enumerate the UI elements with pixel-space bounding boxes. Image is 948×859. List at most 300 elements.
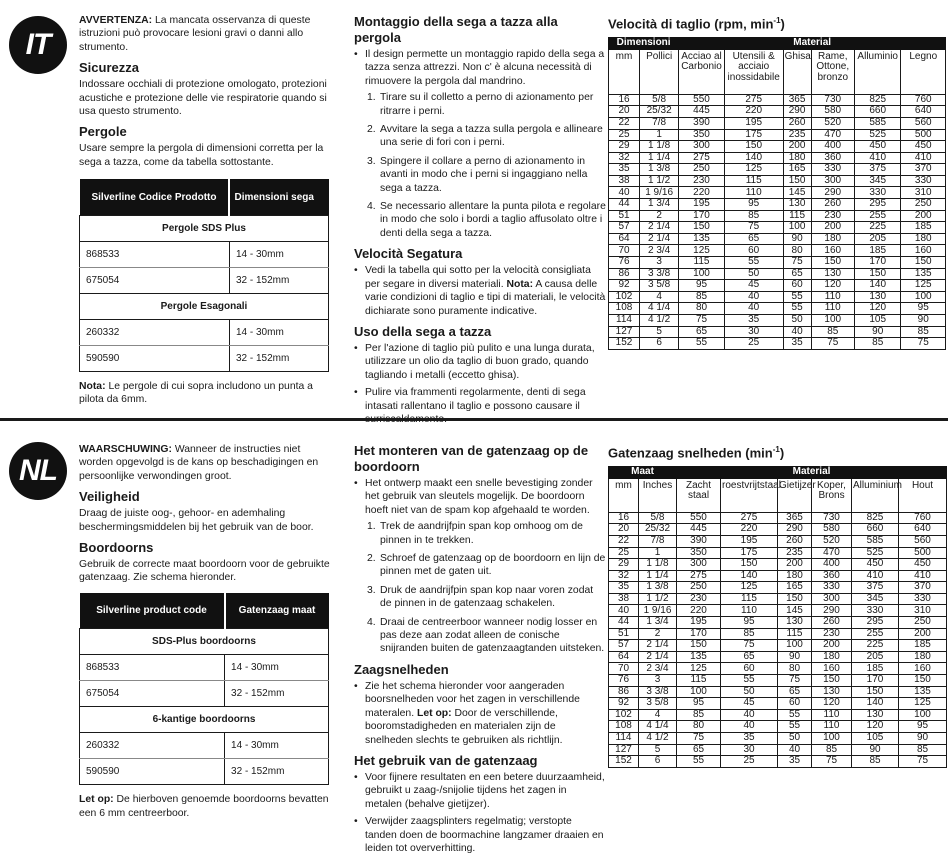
table-cell: 760: [899, 512, 947, 524]
table-cell: 110: [721, 605, 778, 617]
table-cell: 40: [778, 744, 812, 756]
table-cell: 100: [812, 733, 852, 745]
section-dutch: [0, 425, 948, 859]
table-cell: 35: [609, 582, 639, 594]
header-material: Material: [677, 466, 947, 478]
table-cell: 730: [811, 94, 854, 106]
table-cell: 175: [721, 547, 778, 559]
table-row: [609, 686, 947, 698]
table-cell: 2 3/4: [639, 663, 677, 675]
table-cell: 205: [852, 651, 899, 663]
table-cell: 70: [609, 663, 639, 675]
table-cell: 410: [899, 570, 947, 582]
table-cell: 2: [639, 628, 677, 640]
table-cell: 75: [778, 675, 812, 687]
table-cell: 195: [724, 117, 783, 129]
table-cell: 115: [721, 593, 778, 605]
table-cell: 92: [609, 698, 639, 710]
table-cell: 370: [901, 164, 946, 176]
table-cell: 400: [811, 141, 854, 153]
table-cell: 85: [854, 338, 901, 350]
col-header: Zacht staal: [677, 478, 721, 512]
table-cell: 195: [679, 199, 724, 211]
table-row: [609, 326, 946, 338]
table-cell: 40: [721, 709, 778, 721]
use-heading: Uso della sega a tazza: [354, 323, 492, 339]
table-cell: 135: [901, 268, 946, 280]
table-cell: 2 1/4: [640, 233, 679, 245]
table-cell: 75: [899, 756, 947, 768]
use-heading: Het gebruik van de gatenzaag: [354, 752, 538, 768]
table-cell: 450: [901, 141, 946, 153]
table-cell: 38: [609, 593, 639, 605]
col-header: Koper, Brons: [812, 478, 852, 512]
table-row: [609, 129, 946, 141]
language-badge-it: IT: [9, 16, 67, 74]
table-cell: 150: [852, 686, 899, 698]
table-cell: 152: [609, 756, 639, 768]
table-cell: 85: [721, 628, 778, 640]
table-cell: 2 1/4: [639, 651, 677, 663]
table-cell: 1 1/2: [640, 175, 679, 187]
table-row: [609, 651, 947, 663]
table-cell: 64: [609, 233, 640, 245]
table-cell: 3 3/8: [640, 268, 679, 280]
table-cell: 90: [852, 744, 899, 756]
table-cell: 4 1/4: [640, 303, 679, 315]
table-cell: 560: [899, 535, 947, 547]
arbors-text: Usare sempre la pergola di dimensioni corretta per la sega a tazza, come da tabella sottostante.: [79, 143, 324, 168]
table-cell: 275: [679, 152, 724, 164]
table-cell: 560: [901, 117, 946, 129]
table-row: [609, 535, 947, 547]
table-cell: 100: [811, 315, 854, 327]
table-row: 590590 32 - 152mm: [80, 345, 329, 371]
table-cell: 150: [899, 675, 947, 687]
table-cell: 152: [609, 338, 640, 350]
table-cell: 80: [677, 721, 721, 733]
table-cell: 75: [901, 338, 946, 350]
table-cell: 29: [609, 559, 639, 571]
table-cell: 1 1/8: [640, 141, 679, 153]
table-cell: 4 1/2: [640, 315, 679, 327]
table-cell: 290: [778, 524, 812, 536]
table-cell: 25: [721, 756, 778, 768]
step-item: 1. Trek de aandrijfpin span kop omhoog om de pinnen in te trekken.: [367, 521, 583, 546]
table-cell: 165: [783, 164, 811, 176]
table-cell: 55: [724, 257, 783, 269]
arbor-table: [79, 593, 329, 786]
arbors-text: Gebruik de correcte maat boordoorn voor de gebruikte gatenzaag. Zie schema hieronder.: [79, 559, 330, 584]
table-cell: 125: [901, 280, 946, 292]
table-cell: 370: [899, 582, 947, 594]
table-cell: 375: [852, 582, 899, 594]
table-cell: 255: [854, 210, 901, 222]
step-item: 2. Schroef de gatenzaag op de boordoorn en lijn de pinnen met de gaten uit.: [367, 553, 606, 578]
table-cell: 64: [609, 651, 639, 663]
table-cell: 4 1/4: [639, 721, 677, 733]
table-cell: 130: [852, 709, 899, 721]
table-cell: 150: [679, 222, 724, 234]
table-cell: 640: [899, 524, 947, 536]
table-cell: 295: [854, 199, 901, 211]
arbor-table: [79, 179, 329, 372]
table-cell: 330: [811, 164, 854, 176]
table-cell: 250: [899, 617, 947, 629]
table-cell: 5: [639, 744, 677, 756]
speed-table-title: Gatenzaag snelheden $(\min^{-1})$: [608, 445, 785, 461]
table-cell: 330: [852, 605, 899, 617]
table-cell: 3 5/8: [640, 280, 679, 292]
table-cell: 40: [609, 605, 639, 617]
table-row: [609, 628, 947, 640]
table-cell: 25: [724, 338, 783, 350]
table-cell: 520: [811, 117, 854, 129]
table-cell: 230: [679, 175, 724, 187]
table-row: [609, 721, 947, 733]
table-row: 260332 14 - 30mm: [80, 733, 329, 759]
table-row: [609, 582, 947, 594]
table-cell: 55: [721, 675, 778, 687]
table-cell: 450: [852, 559, 899, 571]
table-cell: 275: [677, 570, 721, 582]
table-row: [609, 559, 947, 571]
table-cell: 130: [778, 617, 812, 629]
speed-heading: Zaagsnelheden: [354, 661, 449, 677]
table-cell: 90: [854, 326, 901, 338]
table-cell: 75: [783, 257, 811, 269]
table-cell: 25: [609, 547, 639, 559]
table-cell: 75: [679, 315, 724, 327]
col-header: Alluminio: [854, 49, 901, 94]
col-header: Pollici: [640, 49, 679, 94]
table-row: [609, 245, 946, 257]
table-cell: 365: [778, 512, 812, 524]
table-cell: 125: [724, 164, 783, 176]
table-row: [609, 605, 947, 617]
table-cell: 85: [899, 744, 947, 756]
table-cell: 130: [812, 686, 852, 698]
table-cell: 825: [852, 512, 899, 524]
table-row: [609, 547, 947, 559]
table-cell: 660: [852, 524, 899, 536]
table-cell: 220: [724, 106, 783, 118]
table-cell: 6: [640, 338, 679, 350]
table-cell: 500: [901, 129, 946, 141]
header-saw-size: Gatenzaag maat: [225, 593, 329, 629]
header-saw-size: Dimensioni sega: [229, 179, 328, 215]
speed-text: • Zie het schema hieronder voor aangeraden boorsnelheden voor het zagen in verschillende materalen. Let op: Door de verschillende, booromstadigheden en materialen zijn de snelheden slechts te gebruiken als richtlijn.: [354, 680, 606, 747]
table-cell: 225: [852, 640, 899, 652]
table-cell: 110: [811, 303, 854, 315]
table-cell: 150: [811, 257, 854, 269]
table-cell: 390: [677, 535, 721, 547]
table-cell: 235: [783, 129, 811, 141]
table-row: 260332 14 - 30mm: [80, 319, 329, 345]
step-item: 1. Tirare su il colletto a perno di azionamento per ritrarre i perni.: [367, 92, 594, 117]
table-cell: 185: [852, 663, 899, 675]
table-cell: 250: [901, 199, 946, 211]
group-sds-plus: Pergole SDS Plus: [80, 215, 329, 241]
table-row: 868533 14 - 30mm: [80, 241, 329, 267]
table-cell: 86: [609, 686, 639, 698]
header-material: Material: [679, 37, 946, 49]
table-cell: 16: [609, 512, 639, 524]
table-row: [609, 222, 946, 234]
col-header: Inches: [639, 478, 677, 512]
table-cell: 25/32: [639, 524, 677, 536]
table-cell: 150: [778, 593, 812, 605]
table-cell: 230: [812, 628, 852, 640]
table-cell: 114: [609, 733, 639, 745]
table-row: [609, 315, 946, 327]
table-cell: 130: [783, 199, 811, 211]
warning-text: AVVERTENZA: La mancata osservanza di queste istruzioni può provocare lesioni gravi o danni allo strumento.: [79, 15, 311, 53]
table-cell: 22: [609, 117, 640, 129]
col-header: Acciao al Carbonio: [679, 49, 724, 94]
table-row: [609, 291, 946, 303]
table-cell: 180: [812, 651, 852, 663]
table-row: 675054 32 - 152mm: [80, 681, 329, 707]
table-cell: 16: [609, 94, 640, 106]
table-cell: 180: [811, 233, 854, 245]
table-cell: 55: [778, 721, 812, 733]
table-cell: 85: [812, 744, 852, 756]
table-cell: 1 1/2: [639, 593, 677, 605]
col-header: Rame, Ottone, bronzo: [811, 49, 854, 94]
speed-table-title: Velocità di taglio (rpm, $\min^{-1}$): [608, 16, 785, 32]
table-row: [609, 733, 947, 745]
table-cell: 470: [812, 547, 852, 559]
table-cell: 160: [811, 245, 854, 257]
table-cell: 225: [854, 222, 901, 234]
mounting-heading: Het monteren van de gatenzaag op de boordoorn: [354, 443, 589, 474]
table-cell: 25: [609, 129, 640, 141]
table-cell: 135: [679, 233, 724, 245]
table-cell: 330: [901, 175, 946, 187]
table-cell: 110: [812, 721, 852, 733]
table-cell: 185: [899, 640, 947, 652]
table-cell: 1: [640, 129, 679, 141]
step-item: 4. Draai de centreerboor wanneer nodig losser en pas deze aan zodat alleen de conische snijranden buiten de gatenzaagtanden uitsteken.: [367, 616, 605, 655]
table-cell: 29: [609, 141, 640, 153]
table-cell: 38: [609, 175, 640, 187]
table-cell: 100: [778, 640, 812, 652]
note-text: Nota: Le pergole di cui sopra includono un punta a pilota da 6mm.: [79, 380, 313, 406]
table-cell: 260: [778, 535, 812, 547]
use-bullet: • Voor fijnere resultaten en een betere duurzaamheid, gebruikt u zaag-/snijolie tijdens het zagen in metalen (behalve gietijzer).: [354, 771, 606, 811]
table-cell: 410: [901, 152, 946, 164]
table-cell: 65: [724, 233, 783, 245]
table-cell: 200: [811, 222, 854, 234]
table-cell: 95: [679, 280, 724, 292]
table-cell: 140: [721, 570, 778, 582]
table-cell: 40: [724, 291, 783, 303]
header-product-code: Silverline Codice Prodotto: [80, 179, 230, 215]
table-cell: 450: [899, 559, 947, 571]
header-dimensions: Dimensioni: [609, 37, 679, 49]
table-cell: 330: [899, 593, 947, 605]
table-cell: 20: [609, 524, 639, 536]
table-cell: 108: [609, 303, 640, 315]
table-cell: 3: [639, 675, 677, 687]
arbors-heading: Boordoorns: [79, 540, 154, 556]
table-cell: 220: [721, 524, 778, 536]
speed-heading: Velocità Segatura: [354, 246, 463, 262]
language-badge-nl: NL: [9, 442, 67, 500]
table-row: [609, 175, 946, 187]
table-cell: 40: [783, 326, 811, 338]
col-header: Ghisa: [783, 49, 811, 94]
table-cell: 160: [812, 663, 852, 675]
table-cell: 140: [724, 152, 783, 164]
table-cell: 95: [677, 698, 721, 710]
column-left-nl: [79, 443, 331, 822]
table-row: [609, 280, 946, 292]
table-cell: 85: [811, 326, 854, 338]
table-cell: 410: [852, 570, 899, 582]
table-cell: 250: [677, 582, 721, 594]
table-cell: 95: [724, 199, 783, 211]
mounting-heading: Montaggio della sega a tazza alla pergola: [354, 14, 558, 45]
table-cell: 115: [677, 675, 721, 687]
table-cell: 550: [677, 512, 721, 524]
table-cell: 330: [812, 582, 852, 594]
warning-text: WAARSCHUWING: Wanneer de instructies niet worden opgevolgd is de kans op beschadigingen en persoonlijke verwondingen groot.: [79, 444, 319, 482]
table-cell: 150: [812, 675, 852, 687]
table-cell: 200: [778, 559, 812, 571]
table-row: [609, 617, 947, 629]
table-cell: 127: [609, 326, 640, 338]
table-cell: 585: [854, 117, 901, 129]
col-header: roestvrijtstaal: [721, 478, 778, 512]
table-cell: 185: [854, 245, 901, 257]
table-cell: 30: [724, 326, 783, 338]
table-cell: 410: [854, 152, 901, 164]
table-cell: 1 3/4: [639, 617, 677, 629]
table-row: [609, 593, 947, 605]
table-cell: 580: [812, 524, 852, 536]
table-cell: 150: [724, 141, 783, 153]
table-cell: 90: [783, 233, 811, 245]
table-cell: 3: [640, 257, 679, 269]
table-cell: 170: [677, 628, 721, 640]
table-cell: 102: [609, 709, 639, 721]
table-cell: 125: [679, 245, 724, 257]
column-middle-it: [354, 14, 606, 430]
table-cell: 60: [721, 663, 778, 675]
table-cell: 200: [901, 210, 946, 222]
table-cell: 65: [677, 744, 721, 756]
table-cell: 32: [609, 152, 640, 164]
table-row: [609, 512, 947, 524]
table-cell: 145: [778, 605, 812, 617]
table-cell: 1 9/16: [640, 187, 679, 199]
table-cell: 300: [812, 593, 852, 605]
table-cell: 55: [679, 338, 724, 350]
table-cell: 525: [852, 547, 899, 559]
table-cell: 35: [783, 338, 811, 350]
table-cell: 520: [812, 535, 852, 547]
table-cell: 110: [812, 709, 852, 721]
col-header: Legno: [901, 49, 946, 94]
table-cell: 255: [852, 628, 899, 640]
step-item: 3. Spingere il collare a perno di azionamento in avanti in modo che i perni si ingaggiano nella sega a tazza.: [367, 155, 588, 194]
arbors-heading: Pergole: [79, 124, 127, 140]
table-cell: 60: [724, 245, 783, 257]
table-cell: 260: [783, 117, 811, 129]
table-cell: 1 1/8: [639, 559, 677, 571]
table-cell: 45: [724, 280, 783, 292]
table-cell: 295: [852, 617, 899, 629]
table-cell: 2 3/4: [640, 245, 679, 257]
table-cell: 195: [677, 617, 721, 629]
table-cell: 260: [812, 617, 852, 629]
col-header: Utensili & acciaio inossidabile: [724, 49, 783, 94]
table-cell: 445: [677, 524, 721, 536]
table-cell: 100: [899, 709, 947, 721]
table-cell: 115: [778, 628, 812, 640]
table-cell: 160: [901, 245, 946, 257]
table-cell: 585: [852, 535, 899, 547]
table-cell: 65: [778, 686, 812, 698]
table-cell: 22: [609, 535, 639, 547]
table-row: 868533 14 - 30mm: [80, 655, 329, 681]
table-cell: 230: [677, 593, 721, 605]
use-bullet: • Pulire via frammenti regolarmente, denti di sega intasati rallentano il taglio e possono causare il: [354, 386, 606, 426]
table-cell: 260: [811, 199, 854, 211]
table-row: [609, 268, 946, 280]
table-cell: 180: [778, 570, 812, 582]
table-cell: 4 1/2: [639, 733, 677, 745]
table-cell: 120: [854, 303, 901, 315]
table-cell: 550: [679, 94, 724, 106]
table-row: 675054 32 - 152mm: [80, 267, 329, 293]
table-cell: 80: [783, 245, 811, 257]
table-cell: 4: [640, 291, 679, 303]
table-cell: 95: [899, 721, 947, 733]
table-cell: 6: [639, 756, 677, 768]
table-cell: 100: [677, 686, 721, 698]
table-cell: 92: [609, 280, 640, 292]
table-row: [609, 106, 946, 118]
use-bullet: • Per l'azione di taglio più pulito e una lunga durata, utilizzare un olio da taglio di buon grado, quando tagliando i metalli (eccetto ghisa).: [354, 342, 606, 382]
table-cell: 1: [639, 547, 677, 559]
table-cell: 125: [721, 582, 778, 594]
table-row: [609, 524, 947, 536]
table-cell: 150: [854, 268, 901, 280]
table-cell: 450: [854, 141, 901, 153]
table-cell: 65: [721, 651, 778, 663]
table-cell: 350: [679, 129, 724, 141]
table-cell: 105: [854, 315, 901, 327]
table-cell: 75: [724, 222, 783, 234]
table-cell: 40: [724, 303, 783, 315]
speed-table-nl: [608, 466, 947, 768]
table-cell: 50: [721, 686, 778, 698]
table-cell: 40: [721, 721, 778, 733]
table-cell: 200: [899, 628, 947, 640]
table-cell: 1 9/16: [639, 605, 677, 617]
table-cell: 150: [783, 175, 811, 187]
table-cell: 55: [783, 291, 811, 303]
note-text: Let op: De hierboven genoemde boordoorns bevatten een 6 mm centreerboor.: [79, 794, 329, 819]
table-cell: 4: [639, 709, 677, 721]
table-cell: 7/8: [639, 535, 677, 547]
table-cell: 120: [811, 280, 854, 292]
table-cell: 580: [811, 106, 854, 118]
table-cell: 108: [609, 721, 639, 733]
